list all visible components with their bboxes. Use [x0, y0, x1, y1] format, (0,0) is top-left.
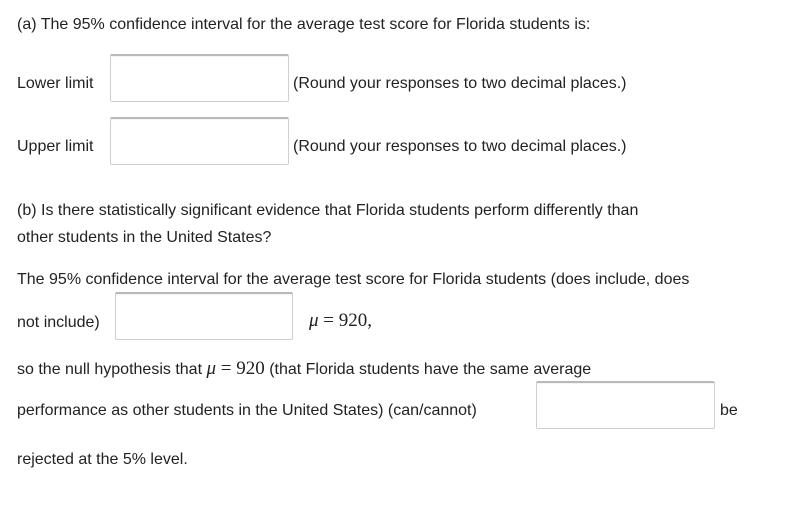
upper-limit-label: Upper limit	[17, 138, 94, 155]
be-text: be	[720, 402, 738, 419]
null-hypothesis-rest: (that Florida students have the same average	[269, 361, 592, 378]
upper-limit-rounding-hint: (Round your responses to two decimal places.)	[293, 138, 627, 155]
equals-sign: =	[220, 358, 232, 379]
include-answer-input[interactable]	[115, 292, 293, 340]
upper-limit-input[interactable]	[110, 117, 289, 165]
part-b-question-line1: (b) Is there statistically significant evidence that Florida students perform differently than	[17, 202, 639, 219]
equals-sign: =	[323, 310, 335, 331]
part-a-prompt: (a) The 95% confidence interval for the average test score for Florida students is:	[17, 16, 591, 33]
lower-limit-label: Lower limit	[17, 75, 94, 92]
null-hypothesis-sentence	[17, 359, 591, 380]
mu-symbol: μ	[309, 310, 319, 331]
lower-limit-input[interactable]	[110, 54, 289, 102]
can-cannot-input[interactable]	[536, 381, 715, 429]
lower-limit-rounding-hint: (Round your responses to two decimal places.)	[293, 75, 627, 92]
mu-value: 920	[338, 310, 368, 331]
mu-symbol: μ	[206, 358, 217, 379]
can-cannot-sentence: performance as other students in the United States) (can/cannot)	[17, 402, 477, 419]
mu-equals-expression	[309, 310, 372, 332]
part-b-question-line2: other students in the United States?	[17, 229, 272, 246]
mu-value: 920	[236, 358, 265, 379]
null-hypothesis-math	[206, 358, 264, 379]
null-hypothesis-start: so the null hypothesis that	[17, 361, 203, 378]
mu-comma: ,	[367, 310, 373, 331]
rejected-sentence: rejected at the 5% level.	[17, 451, 188, 468]
ci-sentence-line2: not include)	[17, 314, 100, 331]
ci-sentence-line1: The 95% confidence interval for the average test score for Florida students (does include, does	[17, 271, 690, 288]
